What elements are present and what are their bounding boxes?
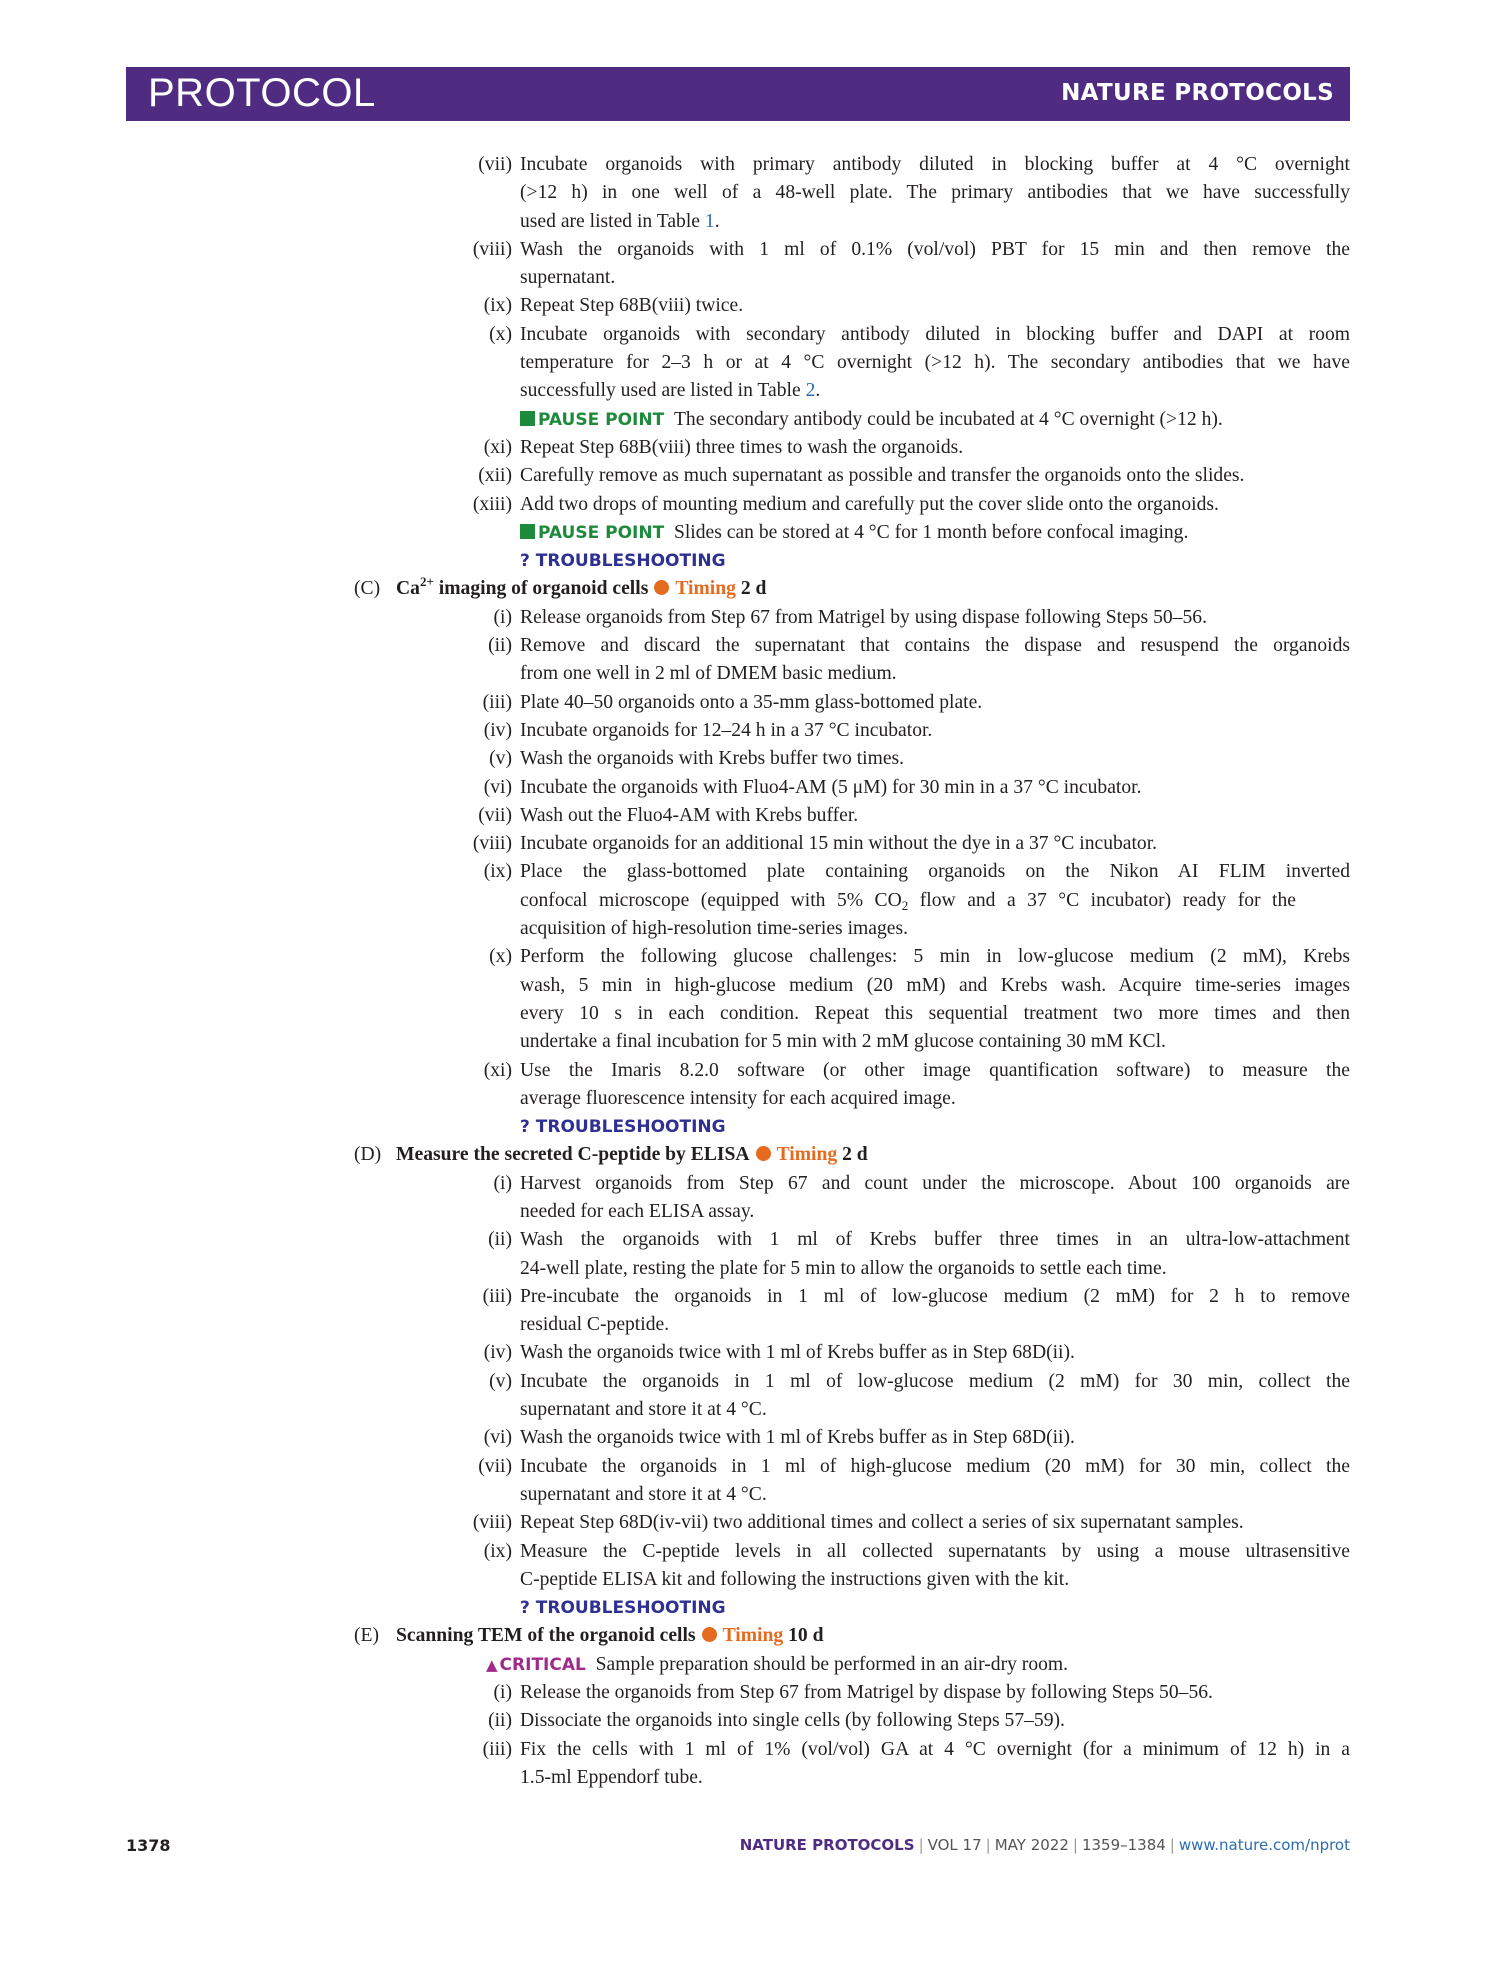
step-e-i — [420, 1679, 1350, 1707]
step-text-line — [420, 972, 1350, 1000]
section-c-heading — [354, 575, 1284, 603]
step-number: (ix) — [483, 861, 512, 883]
step-text: Place the glass-bottomed plate containing organoids on the Nikon AI FLIM inverted — [520, 861, 1350, 883]
step-b-x — [420, 321, 1350, 349]
step-e-ii — [420, 1707, 1350, 1735]
step-text-line — [420, 1764, 1350, 1792]
step-text: residual C-peptide. — [520, 1314, 670, 1336]
step-number: (viii) — [472, 238, 512, 260]
header-section-label: PROTOCOL — [148, 71, 376, 115]
section-number: (D) — [354, 1144, 382, 1166]
step-text: from one well in 2 ml of DMEM basic medium. — [520, 663, 897, 685]
step-number: (ix) — [483, 1540, 512, 1562]
troubleshooting-c — [420, 1113, 1350, 1141]
step-number: (iii) — [482, 1738, 512, 1760]
pause-point-label: PAUSE POINT — [538, 522, 665, 543]
section-title: Measure the secreted C-peptide by ELISA — [396, 1144, 750, 1166]
step-number: (x) — [489, 323, 512, 345]
timing-label: Timing — [722, 1625, 784, 1647]
step-c-i — [420, 604, 1350, 632]
step-text-line — [420, 1198, 1350, 1226]
troubleshooting-link[interactable]: ? TROUBLESHOOTING — [520, 1117, 726, 1138]
step-text: Measure the C-peptide levels in all collected supernatants by using a mouse ultrasensitive — [520, 1540, 1350, 1562]
pause-point-b-xiii — [420, 519, 1350, 547]
step-number: (viii) — [472, 1512, 512, 1534]
step-text: Remove and discard the supernatant that contains the dispase and resuspend the organoids — [520, 635, 1350, 657]
step-number: (ii) — [488, 1229, 512, 1251]
footer-journal: NATURE PROTOCOLS — [739, 1836, 915, 1854]
punctuation: . — [714, 210, 720, 232]
step-number: (v) — [489, 1370, 512, 1392]
step-text: Incubate organoids for 12–24 h in a 37 °C incubator. — [520, 719, 933, 741]
header-journal-name: NATURE PROTOCOLS — [1061, 80, 1334, 106]
step-number: (xii) — [478, 465, 512, 487]
step-text: Dissociate the organoids into single cells (by following Steps 57–59). — [520, 1710, 1065, 1732]
step-text: undertake a final incubation for 5 min with 2 mM glucose containing 30 mM KCl. — [520, 1031, 1166, 1053]
timing-value: 2 d — [842, 1144, 868, 1166]
step-text-line — [420, 1085, 1350, 1113]
step-c-v — [420, 745, 1350, 773]
pause-square-icon — [520, 411, 535, 426]
timing-dot-icon — [702, 1627, 717, 1642]
step-d-viii — [420, 1509, 1350, 1537]
critical-label: CRITICAL — [499, 1654, 586, 1675]
step-number: (vii) — [478, 1455, 512, 1477]
step-text: Wash the organoids twice with 1 ml of Krebs buffer as in Step 68D(ii). — [520, 1342, 1075, 1364]
step-text-line — [420, 264, 1350, 292]
section-number: (E) — [354, 1625, 380, 1647]
step-number: (viii) — [472, 833, 512, 855]
step-text: Incubate the organoids with Fluo4-AM (5 μM) for 30 min in a 37 °C incubator. — [520, 776, 1142, 798]
troubleshooting-d — [420, 1594, 1350, 1622]
step-d-ix — [420, 1538, 1350, 1566]
step-text: Add two drops of mounting medium and carefully put the cover slide onto the organoids. — [520, 493, 1219, 515]
step-text: supernatant. — [520, 267, 616, 289]
pause-point-label: PAUSE POINT — [538, 409, 665, 430]
step-c-x — [420, 943, 1350, 971]
step-text: C-peptide ELISA kit and following the instructions given with the kit. — [520, 1568, 1070, 1590]
footer-pages: 1359–1384 — [1081, 1836, 1166, 1854]
step-c-vi — [420, 774, 1350, 802]
step-number: (vi) — [483, 1427, 512, 1449]
step-d-vi — [420, 1424, 1350, 1452]
step-text: successfully used are listed in Table — [520, 380, 806, 402]
step-text: Incubate the organoids in 1 ml of high-glucose medium (20 mM) for 30 min, collect the — [520, 1455, 1350, 1477]
step-number: (vii) — [478, 804, 512, 826]
step-number: (vi) — [483, 776, 512, 798]
step-e-iii — [420, 1736, 1350, 1764]
step-c-iii — [420, 689, 1350, 717]
pause-point-text: Slides can be stored at 4 °C for 1 month before confocal imaging. — [673, 521, 1189, 543]
section-title: Scanning TEM of the organoid cells — [396, 1625, 696, 1647]
footer-volume: VOL 17 — [927, 1836, 982, 1854]
step-text: Incubate organoids with secondary antibody diluted in blocking buffer and DAPI at room — [520, 323, 1350, 345]
step-text: supernatant and store it at 4 °C. — [520, 1483, 767, 1505]
troubleshooting-link[interactable]: ? TROUBLESHOOTING — [520, 1598, 726, 1619]
section-title: imaging of organoid cells — [433, 578, 649, 600]
step-text: temperature for 2–3 h or at 4 °C overnight (>12 h). The secondary antibodies that we have — [520, 352, 1350, 374]
step-text: Release organoids from Step 67 from Matrigel by using dispase following Steps 50–56. — [520, 606, 1207, 628]
timing-label: Timing — [776, 1144, 838, 1166]
footer-date: MAY 2022 — [994, 1836, 1069, 1854]
step-number: (i) — [493, 1172, 512, 1194]
step-text: Repeat Step 68D(iv-vii) two additional times and collect a series of six supernatant samples. — [520, 1512, 1244, 1534]
troubleshooting-link[interactable]: ? TROUBLESHOOTING — [520, 551, 726, 572]
step-text-line — [420, 1000, 1350, 1028]
step-b-xiii — [420, 491, 1350, 519]
step-text-line — [420, 179, 1350, 207]
step-b-xii — [420, 462, 1350, 490]
step-number: (xi) — [483, 1059, 512, 1081]
step-text: Wash the organoids with Krebs buffer two times. — [520, 748, 905, 770]
step-text: Wash the organoids twice with 1 ml of Krebs buffer as in Step 68D(ii). — [520, 1427, 1075, 1449]
step-c-xi — [420, 1057, 1350, 1085]
step-text: supernatant and store it at 4 °C. — [520, 1399, 767, 1421]
step-text: 24-well plate, resting the plate for 5 min to allow the organoids to settle each time. — [520, 1257, 1167, 1279]
step-text-line — [420, 1396, 1350, 1424]
step-text: flow and a 37 °C incubator) ready for the — [908, 889, 1296, 911]
step-text: Incubate organoids for an additional 15 min without the dye in a 37 °C incubator. — [520, 833, 1158, 855]
step-text-line — [420, 1255, 1350, 1283]
step-number: (i) — [493, 1682, 512, 1704]
timing-value: 10 d — [788, 1625, 824, 1647]
step-text: Plate 40–50 organoids onto a 35-mm glass-bottomed plate. — [520, 691, 983, 713]
step-text: Wash the organoids with 1 ml of 0.1% (vol/vol) PBT for 15 min and then remove the — [520, 238, 1350, 260]
step-text: needed for each ELISA assay. — [520, 1200, 755, 1222]
step-d-iii — [420, 1283, 1350, 1311]
step-number: (iii) — [482, 1285, 512, 1307]
step-text: wash, 5 min in high-glucose medium (20 mM) and Krebs wash. Acquire time-series images — [520, 974, 1350, 996]
step-text-line — [420, 208, 1350, 236]
step-number: (ix) — [483, 295, 512, 317]
critical-e — [420, 1651, 1350, 1679]
table-2-link[interactable]: 2 — [805, 380, 816, 402]
step-text-line — [420, 1311, 1350, 1339]
step-text-line — [420, 887, 1350, 915]
step-text-line — [420, 349, 1350, 377]
step-text-line — [420, 1028, 1350, 1056]
step-text: Repeat Step 68B(viii) twice. — [520, 295, 744, 317]
pause-point-text: The secondary antibody could be incubated at 4 °C overnight (>12 h). — [673, 408, 1223, 430]
step-number: (v) — [489, 748, 512, 770]
superscript: 2+ — [419, 574, 434, 590]
step-d-iv — [420, 1339, 1350, 1367]
pause-square-icon — [520, 524, 535, 539]
step-text: acquisition of high-resolution time-series images. — [520, 918, 908, 940]
step-text: every 10 s in each condition. Repeat this sequential treatment two more times and then — [520, 1002, 1350, 1024]
step-number: (i) — [493, 606, 512, 628]
section-title: Ca — [396, 578, 420, 600]
step-text: Wash the organoids with 1 ml of Krebs buffer three times in an ultra-low-attachment — [520, 1229, 1350, 1251]
step-b-vii — [420, 151, 1350, 179]
step-d-ii — [420, 1226, 1350, 1254]
step-d-vii — [420, 1453, 1350, 1481]
critical-triangle-icon: ▲ — [486, 1655, 498, 1674]
footer-citation: NATURE PROTOCOLS | VOL 17 | MAY 2022 | 1359–1384 | www.nature.com/nprot — [739, 1836, 1350, 1854]
step-number: (iv) — [483, 719, 512, 741]
critical-text: Sample preparation should be performed in an air-dry room. — [595, 1653, 1069, 1675]
timing-value: 2 d — [740, 578, 767, 600]
step-c-ix — [420, 858, 1350, 886]
step-text: Pre-incubate the organoids in 1 ml of low-glucose medium (2 mM) for 2 h to remove — [520, 1285, 1350, 1307]
section-d-heading — [354, 1141, 1284, 1169]
step-text: Repeat Step 68B(viii) three times to wash the organoids. — [520, 436, 964, 458]
step-text: Release the organoids from Step 67 from Matrigel by dispase by following Steps 50–56. — [520, 1682, 1213, 1704]
step-text: Use the Imaris 8.2.0 software (or other image quantification software) to measure the — [520, 1059, 1350, 1081]
header-bar — [126, 67, 1350, 121]
step-number: (xiii) — [472, 493, 512, 515]
step-number: (ii) — [488, 635, 512, 657]
step-number: (ii) — [488, 1710, 512, 1732]
step-c-iv — [420, 717, 1350, 745]
step-number: (vii) — [478, 154, 512, 175]
pause-point-b-x — [420, 406, 1350, 434]
step-number: (x) — [489, 946, 512, 968]
step-text: Incubate the organoids in 1 ml of low-glucose medium (2 mM) for 30 min, collect the — [520, 1370, 1350, 1392]
section-e-heading — [354, 1622, 1284, 1650]
timing-dot-icon — [756, 1146, 771, 1161]
step-text: average fluorescence intensity for each acquired image. — [520, 1087, 956, 1109]
step-text-line — [420, 377, 1350, 405]
step-text: Fix the cells with 1 ml of 1% (vol/vol) GA at 4 °C overnight (for a minimum of 12 h) in a — [520, 1738, 1350, 1760]
timing-label: Timing — [675, 578, 736, 600]
subscript: 2 — [901, 897, 909, 913]
step-d-v — [420, 1368, 1350, 1396]
footer-url-link[interactable]: www.nature.com/nprot — [1178, 1836, 1350, 1854]
step-b-xi — [420, 434, 1350, 462]
step-text-line — [420, 1566, 1350, 1594]
table-1-link[interactable]: 1 — [704, 210, 715, 232]
step-text: Harvest organoids from Step 67 and count under the microscope. About 100 organoids are — [520, 1172, 1350, 1194]
step-text: confocal microscope (equipped with 5% CO — [520, 889, 902, 911]
step-c-vii — [420, 802, 1350, 830]
step-number: (iv) — [483, 1342, 512, 1364]
step-text-line — [420, 1481, 1350, 1509]
step-text: Perform the following glucose challenges: 5 min in low-glucose medium (2 mM), Krebs — [520, 946, 1350, 968]
step-text: Wash out the Fluo4-AM with Krebs buffer. — [520, 804, 859, 826]
step-c-ii — [420, 632, 1350, 660]
step-text: (>12 h) in one well of a 48-well plate. The primary antibodies that we have successfully — [520, 182, 1350, 204]
step-text: Carefully remove as much supernatant as possible and transfer the organoids onto the slides. — [520, 465, 1245, 487]
article-body — [354, 151, 1350, 1792]
step-text-line — [420, 660, 1350, 688]
section-number: (C) — [354, 578, 381, 600]
step-text: Incubate organoids with primary antibody diluted in blocking buffer at 4 °C overnight — [520, 154, 1350, 175]
step-d-i — [420, 1170, 1350, 1198]
timing-dot-icon — [654, 580, 669, 595]
page-number: 1378 — [126, 1836, 171, 1855]
step-text-line — [420, 915, 1350, 943]
step-text: 1.5-ml Eppendorf tube. — [520, 1766, 703, 1788]
step-number: (xi) — [483, 436, 512, 458]
step-number: (iii) — [482, 691, 512, 713]
step-c-viii — [420, 830, 1350, 858]
punctuation: . — [815, 380, 821, 402]
step-b-viii — [420, 236, 1350, 264]
troubleshooting-b — [420, 547, 1350, 575]
step-b-ix — [420, 292, 1350, 320]
step-text: used are listed in Table — [520, 210, 705, 232]
